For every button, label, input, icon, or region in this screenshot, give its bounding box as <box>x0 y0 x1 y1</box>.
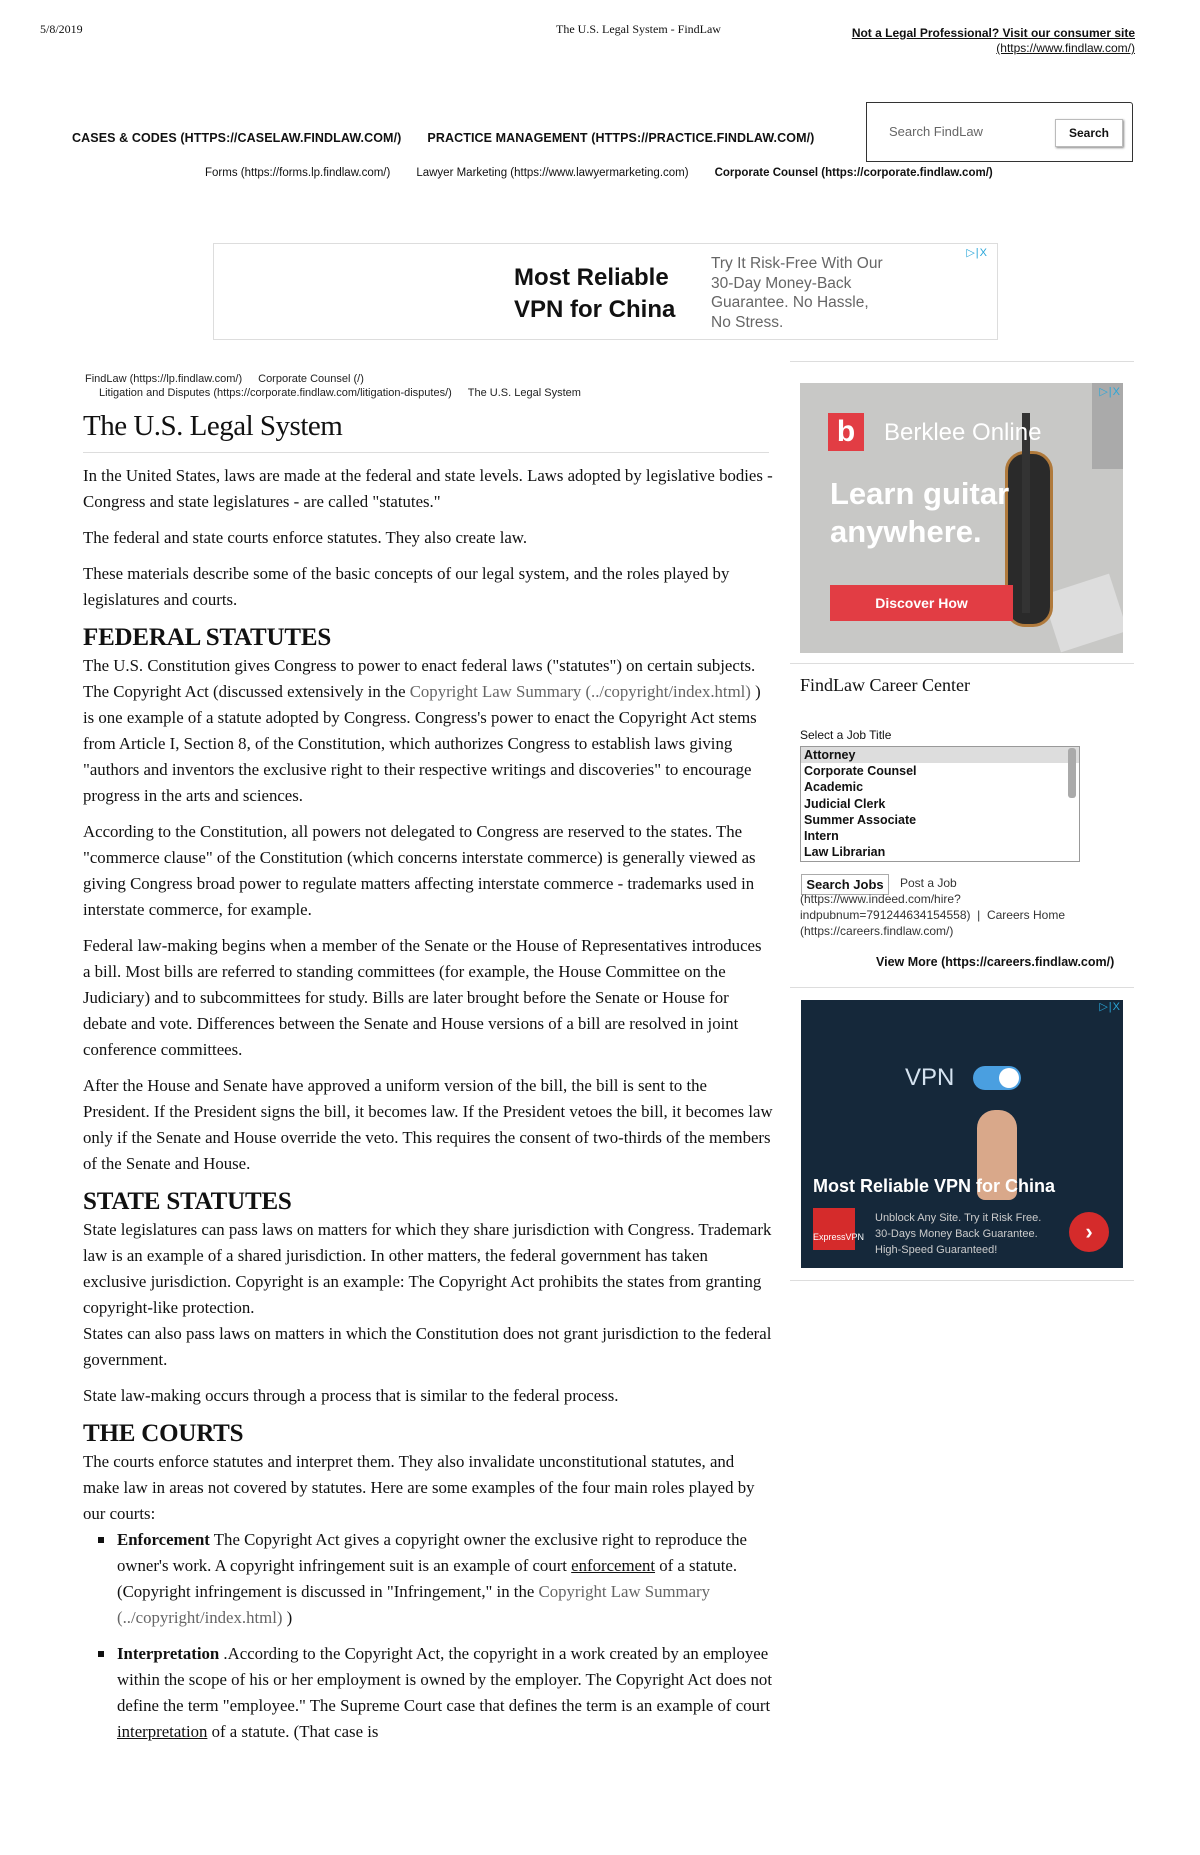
search-button[interactable]: Search <box>1055 119 1123 147</box>
careers-home-url[interactable]: (https://careers.findlaw.com/) <box>800 924 954 938</box>
adchoices-icon[interactable]: ▷|X <box>966 247 988 259</box>
chevron-right-icon[interactable]: › <box>1069 1212 1109 1252</box>
breadcrumb-current: The U.S. Legal System <box>467 386 581 399</box>
expressvpn-logo-icon: ExpressVPN <box>813 1208 855 1250</box>
list-item <box>117 1527 773 1631</box>
paragraph: States can also pass laws on matters in which the Constitution does not grant jurisdiction to the federal government. <box>83 1324 772 1369</box>
ad-headline <box>830 475 1009 551</box>
view-more-link[interactable]: View More (https://careers.findlaw.com/) <box>876 955 1115 969</box>
print-title: The U.S. Legal System - FindLaw <box>556 22 721 36</box>
nav-practice-management[interactable]: PRACTICE MANAGEMENT (HTTPS://PRACTICE.FINDLAW.COM/) <box>427 131 815 145</box>
sidebar-divider <box>790 987 1134 988</box>
paragraph: State law-making occurs through a process that is similar to the federal process. <box>83 1386 619 1405</box>
listbox-scrollbar[interactable] <box>1068 748 1076 798</box>
sidebar-divider <box>790 1280 1134 1281</box>
paragraph: State legislatures can pass laws on matters for which they share jurisdiction with Congress. Trademark law is an example of a shared jurisdiction. In other matters, the federal government has taken exclusive jurisdiction. Copyright is an example: The Copyright Act prohibits the states from granting copyright-like protection. <box>83 1220 772 1317</box>
careers-home-link[interactable]: Careers Home <box>986 908 1065 922</box>
ad-brand: Berklee Online <box>884 419 1042 446</box>
ad-headline-line-2: VPN for China <box>514 296 676 323</box>
job-option[interactable]: Attorney <box>801 747 1079 763</box>
copyright-summary-link[interactable]: Copyright Law Summary (../copyright/index.html) <box>117 1582 711 1627</box>
nav-forms[interactable]: Forms (https://forms.lp.findlaw.com/) <box>205 167 391 179</box>
term: Interpretation <box>117 1644 220 1663</box>
term: Enforcement <box>117 1530 210 1549</box>
ad-headline: Most Reliable VPN for China <box>813 1176 1056 1196</box>
ad-banner-vpn[interactable] <box>213 243 998 340</box>
ad-body-line: No Stress. <box>711 313 784 331</box>
breadcrumb-litigation[interactable]: Litigation and Disputes (https://corporate.findlaw.com/litigation-disputes/) <box>99 386 452 399</box>
ad-body <box>711 254 883 332</box>
paragraph <box>83 679 773 809</box>
adchoices-icon[interactable]: ▷|X <box>1099 1001 1121 1013</box>
text: of a statute. (Copyright infringement is discussed in "Infringement," in the <box>117 1556 738 1601</box>
page-title: The U.S. Legal System <box>83 410 343 442</box>
paragraph: The courts enforce statutes and interpret them. They also invalidate unconstitutional statutes, and make law in areas not covered by statutes. Here are some examples of the four main roles played by our courts: <box>83 1452 755 1523</box>
paragraph: The U.S. Constitution gives Congress to power to enact federal laws ("statutes") on certain subjects. <box>83 656 756 675</box>
berklee-logo-icon: b <box>828 413 864 451</box>
nav-corporate-counsel[interactable]: Corporate Counsel (https://corporate.findlaw.com/) <box>714 167 993 179</box>
paragraph: Federal law-making begins when a member of the Senate or the House of Representatives introduces a bill. Most bills are referred to standing committees (for example, the House Committee on the Judiciary) and to subcommittees for study. Bills are later brought before the Senate or House for debate and vote. Differences between the Senate and House versions of a bill are resolved in joint conference committees. <box>83 936 762 1059</box>
job-option[interactable]: Summer Associate <box>804 812 917 827</box>
notebook-graphic <box>1042 574 1123 653</box>
vpn-label: VPN <box>905 1064 955 1091</box>
ad-body-line: 30-Day Money-Back <box>711 274 852 292</box>
ad-body <box>875 1210 1041 1258</box>
consumer-site-link[interactable] <box>852 26 1135 56</box>
job-option[interactable]: Corporate Counsel <box>804 764 917 779</box>
ad-body-line: High-Speed Guaranteed! <box>875 1244 998 1256</box>
post-job-link[interactable]: Post a Job <box>900 876 957 890</box>
article-body <box>83 463 773 1755</box>
nav-cases-codes[interactable]: CASES & CODES (HTTPS://CASELAW.FINDLAW.COM/) <box>72 131 402 145</box>
post-job-url-1[interactable]: (https://www.indeed.com/hire? <box>800 892 961 906</box>
career-center-title: FindLaw Career Center <box>800 675 970 695</box>
adchoices-icon[interactable]: ▷|X <box>1099 386 1121 398</box>
text: The Copyright Act (discussed extensively in the <box>83 682 410 701</box>
enforcement-link[interactable]: enforcement <box>571 1556 656 1575</box>
ad-headline-line-1: Most Reliable <box>514 264 669 291</box>
text: ) is one example of a statute adopted by Congress. Congress's power to enact the Copyright Act stems from Article I, Section 8, of the Constitution, which authorizes Congress to establish laws giving "authors and inventors the exclusive right to their respective writings and discoveries" to encourage progress in the arts and sciences. <box>83 682 761 805</box>
consumer-site-url[interactable]: (https://www.findlaw.com/) <box>996 41 1135 55</box>
career-links <box>800 875 1135 939</box>
ad-expressvpn[interactable] <box>801 1000 1123 1268</box>
paragraph: In the United States, laws are made at the federal and state levels. Laws adopted by legislative bodies - Congress and state legislatures - are called "statutes." <box>83 466 773 511</box>
sidebar-divider <box>790 663 1134 664</box>
ad-body-line: Guarantee. No Hassle, <box>711 294 869 311</box>
paragraph: These materials describe some of the basic concepts of our legal system, and the roles played by legislatures and courts. <box>83 564 730 609</box>
text: The Copyright Act gives a copyright owner the exclusive right to reproduce the owner's work. A copyright infringement suit is an example of court <box>117 1530 747 1575</box>
ad-headline-line-1: Learn guitar <box>830 476 1010 511</box>
section-heading-courts: THE COURTS <box>83 1420 244 1447</box>
copyright-summary-link[interactable]: Copyright Law Summary (../copyright/index.html) <box>409 682 751 701</box>
job-select-label: Select a Job Title <box>800 728 892 742</box>
ad-body-line: 30-Days Money Back Guarantee. <box>875 1228 1038 1240</box>
text: ) <box>282 1608 293 1627</box>
paragraph: The federal and state courts enforce statutes. They also create law. <box>83 528 528 547</box>
section-heading-federal: FEDERAL STATUTES <box>83 624 332 651</box>
list-item <box>117 1641 773 1745</box>
text: .According to the Copyright Act, the copyright in a work created by an employee within the scope of his or her employment is owned by the employer. The Copyright Act does not define the term "employee." The Supreme Court case that defines the term is an example of court <box>117 1644 772 1715</box>
consumer-site-text[interactable]: Not a Legal Professional? Visit our consumer site <box>851 26 1135 40</box>
text: of a statute. (That case is <box>207 1722 379 1741</box>
job-option[interactable]: Judicial Clerk <box>804 796 886 811</box>
breadcrumb-corporate-counsel[interactable]: Corporate Counsel (/) <box>258 373 364 385</box>
link-separator: | <box>977 908 981 922</box>
section-heading-state: STATE STATUTES <box>83 1188 292 1215</box>
title-divider <box>83 452 769 453</box>
main-nav <box>72 131 840 145</box>
paragraph: After the House and Senate have approved a uniform version of the bill, the bill is sent to the President. If the President signs the bill, it becomes law. If the President vetoes the bill, it becomes law only if the Senate and House override the veto. This requires the consent of two-thirds of the members of the Senate and House. <box>83 1076 773 1173</box>
toggle-knob <box>999 1068 1019 1088</box>
job-option[interactable]: Academic <box>804 780 864 795</box>
search-jobs-button[interactable]: Search Jobs <box>801 874 889 895</box>
print-date: 5/8/2019 <box>40 22 83 36</box>
court-roles-list <box>83 1527 773 1745</box>
breadcrumb-findlaw[interactable]: FindLaw (https://lp.findlaw.com/) <box>85 373 243 385</box>
job-option[interactable]: Law Librarian <box>804 845 886 860</box>
breadcrumb <box>85 373 597 400</box>
search-input[interactable]: Search FindLaw <box>889 124 983 139</box>
interpretation-link[interactable]: interpretation <box>117 1722 208 1741</box>
nav-lawyer-marketing[interactable]: Lawyer Marketing (https://www.lawyermarketing.com) <box>416 167 689 179</box>
ad-body-line: Unblock Any Site. Try it Risk Free. <box>875 1212 1042 1224</box>
ad-body-line: Try It Risk-Free With Our <box>711 255 883 272</box>
ad-berklee[interactable] <box>800 383 1123 653</box>
ad-headline <box>514 262 675 326</box>
paragraph: According to the Constitution, all powers not delegated to Congress are reserved to the states. The "commerce clause" of the Constitution (which concerns interstate commerce) is generally viewed as giving Congress broad power to regulate matters affecting interstate commerce - trademarks used in interstate commerce, for example. <box>83 822 756 919</box>
post-job-url-2[interactable]: indpubnum=791244634154558) <box>800 908 971 922</box>
job-option[interactable]: Intern <box>804 828 839 843</box>
discover-how-button[interactable]: Discover How <box>830 585 1013 621</box>
sub-nav <box>205 167 1019 179</box>
ad-headline-line-2: anywhere. <box>830 514 982 549</box>
job-title-listbox[interactable] <box>800 746 1080 862</box>
sidebar-divider <box>790 361 1134 362</box>
